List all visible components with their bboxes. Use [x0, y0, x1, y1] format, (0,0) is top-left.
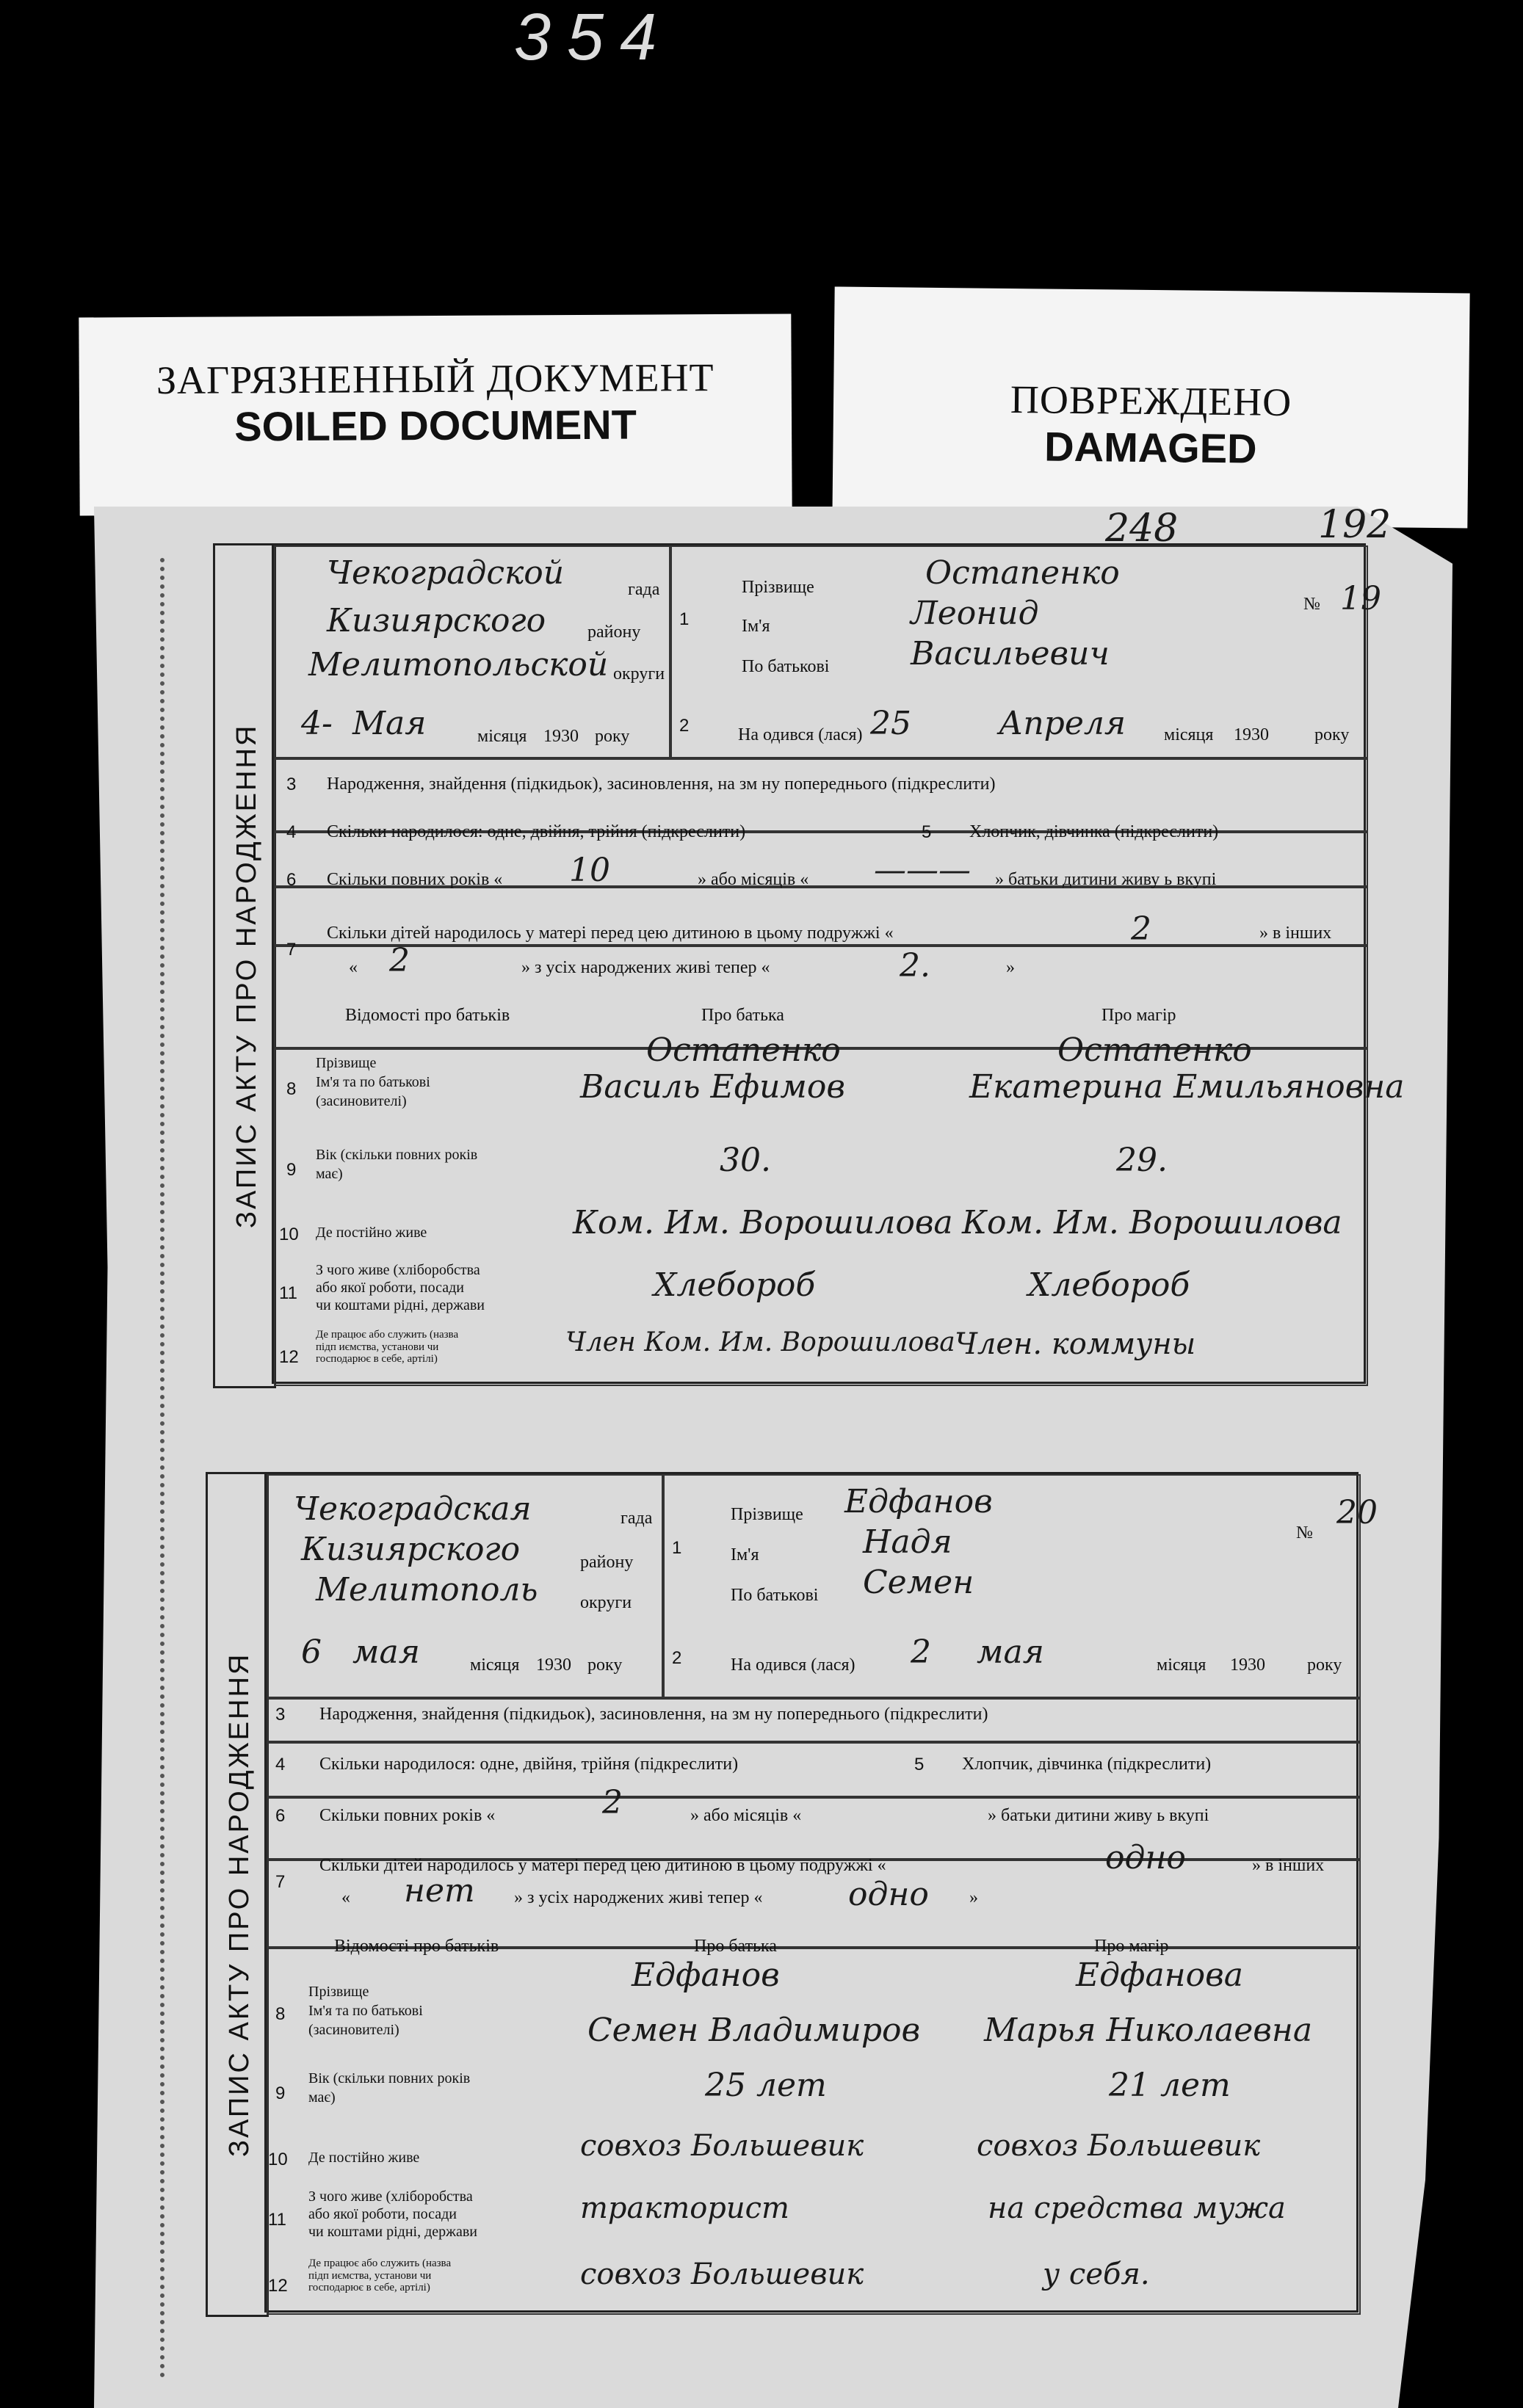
- rayon-suffix: району: [587, 623, 641, 642]
- mother-name: Марья Николаевна: [984, 2012, 1313, 2049]
- mother-work: у себя.: [1043, 2258, 1150, 2291]
- row-num-8: 8: [286, 1079, 297, 1099]
- record-side-title: ЗАПИС АКТУ ПРО НАРОДЖЕННЯ: [224, 1652, 255, 2157]
- soiled-label-en: SOILED DOCUMENT: [234, 401, 637, 450]
- selo-value: Чекоградской: [327, 554, 565, 592]
- row-num-7: 7: [286, 940, 297, 960]
- row-num-8: 8: [275, 2004, 286, 2024]
- name-label: Ім'я: [742, 617, 770, 636]
- okrug-value: Мелитополь: [316, 1571, 538, 1609]
- archive-page-number: 354: [514, 1, 673, 74]
- row7-close-quote: »: [1006, 958, 1015, 977]
- mother-header: Про магір: [1094, 1937, 1169, 1956]
- row12-text: Де працює або служить (назва підп иємства, установи чи господарює в себе, артілі): [316, 1329, 459, 1365]
- row-num-3: 3: [286, 775, 297, 794]
- mother-work: Член. коммуны: [955, 1327, 1196, 1361]
- sheet-mark: 248: [1105, 507, 1179, 551]
- row-3: [274, 758, 1368, 832]
- row5-text: Хлопчик, дівчинка (підкреслити): [969, 822, 1219, 841]
- born-year: 1930: [1234, 725, 1269, 744]
- row9-text: Вік (скільки повних років має): [308, 2070, 471, 2106]
- row7b-text: » в інших: [1259, 924, 1332, 943]
- row-num-10: 10: [279, 1225, 299, 1244]
- row7-open-quote: «: [341, 1888, 350, 1907]
- row-num-12: 12: [268, 2276, 288, 2296]
- mother-age: 21 лет: [1109, 2067, 1231, 2104]
- row-num-10: 10: [268, 2150, 288, 2169]
- row6c-text: » батьки дитини живу ь вкупі: [995, 870, 1217, 889]
- alive-now: 2.: [900, 947, 930, 984]
- born-day: 25: [870, 705, 911, 742]
- row7a-text: Скільки дітей народилось у матері перед цею дитиною в цьому подружжі «: [319, 1856, 886, 1875]
- mother-residence: совхоз Большевик: [977, 2129, 1261, 2163]
- born-label: На одився (лася): [731, 1656, 855, 1675]
- row-num-6: 6: [275, 1806, 286, 1826]
- row-num-4: 4: [275, 1755, 286, 1774]
- father-residence: совхоз Большевик: [580, 2129, 864, 2163]
- damaged-document-label: [832, 286, 1469, 528]
- row6c-text: » батьки дитини живу ь вкупі: [988, 1806, 1209, 1825]
- years-together: 10: [569, 852, 610, 889]
- rayon-suffix: району: [580, 1553, 634, 1572]
- row7c-text: » з усіх народжених живі тепер «: [514, 1888, 763, 1907]
- father-living: Хлебороб: [654, 1266, 816, 1304]
- row4-text: Скільки народилося: одне, двійня, трійня (підкреслити): [319, 1755, 739, 1774]
- record-side-panel: [213, 543, 276, 1388]
- years-together: 2: [602, 1784, 623, 1821]
- row-num-5: 5: [914, 1755, 925, 1774]
- born-misyatsya: місяця: [1157, 1656, 1207, 1675]
- row4-text: Скільки народилося: одне, двійня, трійня (підкреслити): [327, 822, 746, 841]
- row-num-2: 2: [672, 1648, 682, 1668]
- reg-year: 1930: [543, 727, 579, 746]
- row-num-11: 11: [279, 1283, 297, 1303]
- father-residence: Ком. Им. Ворошилова: [573, 1204, 953, 1241]
- row-num-12: 12: [279, 1347, 299, 1367]
- name-label: Ім'я: [731, 1545, 759, 1564]
- row11-text: З чого живе (хліборобства або якої роботи, посади чи коштами рідні, держави: [308, 2188, 477, 2240]
- selo-value: Чекоградская: [294, 1490, 532, 1528]
- row6a-text: Скільки повних років «: [327, 870, 503, 889]
- selo-suffix: гада: [621, 1509, 653, 1528]
- children-other: нет: [404, 1872, 475, 1910]
- reg-month: Мая: [352, 705, 427, 742]
- damaged-label-en: DAMAGED: [1043, 423, 1257, 472]
- child-surname: Едфанов: [844, 1483, 993, 1520]
- soiled-label-ru: ЗАГРЯЗНЕННЫЙ ДОКУМЕНТ: [156, 355, 715, 402]
- record-number: 19: [1340, 580, 1381, 617]
- mother-surname: Едфанова: [1076, 1956, 1243, 1994]
- row12-text: Де працює або служить (назва підп иємства, установи чи господарює в себе, артілі): [308, 2258, 452, 2293]
- year-mark: 192: [1318, 503, 1392, 547]
- born-month: мая: [977, 1633, 1044, 1671]
- children-before: одно: [1105, 1839, 1186, 1876]
- record-side-panel: [206, 1472, 269, 2317]
- mother-name: Екатерина Емильяновна: [969, 1068, 1405, 1106]
- born-roku: року: [1314, 725, 1350, 744]
- row-num-1: 1: [672, 1538, 682, 1558]
- row-num-1: 1: [679, 609, 690, 629]
- row-num-11: 11: [268, 2210, 286, 2230]
- reg-roku: року: [595, 727, 630, 746]
- born-month: Апреля: [999, 705, 1126, 742]
- row10-text: Де постійно живе: [316, 1225, 427, 1241]
- row7-close-quote: »: [969, 1888, 978, 1907]
- parents-header: Відомості про батьків: [334, 1937, 499, 1956]
- father-header: Про батька: [694, 1937, 777, 1956]
- row-num-6: 6: [286, 870, 297, 890]
- father-name: Василь Ефимов: [580, 1068, 845, 1106]
- row-num-7: 7: [275, 1872, 286, 1892]
- row3-text: Народження, знайдення (підкидьок), засиновлення, на зм ну попереднього (підкреслити): [327, 775, 996, 794]
- row7b-text: » в інших: [1252, 1856, 1325, 1875]
- mother-age: 29.: [1116, 1142, 1168, 1179]
- father-work: совхоз Большевик: [580, 2258, 864, 2291]
- row8-text: Прізвище Ім'я та по батькові (засиновителі): [316, 1055, 430, 1109]
- record-side-title: ЗАПИС АКТУ ПРО НАРОДЖЕННЯ: [231, 723, 262, 1228]
- surname-label: Прізвище: [742, 578, 814, 597]
- mother-residence: Ком. Им. Ворошилова: [962, 1204, 1342, 1241]
- okrug-suffix: округи: [613, 664, 665, 683]
- row8-text: Прізвище Ім'я та по батькові (засиновителі): [308, 1984, 423, 2038]
- perforation-line: [160, 558, 172, 2379]
- surname-label: Прізвище: [731, 1505, 803, 1524]
- reg-month: мая: [352, 1633, 420, 1671]
- father-surname: Едфанов: [632, 1956, 780, 1994]
- father-work: Член Ком. Им. Ворошилова: [565, 1327, 955, 1357]
- row-num-5: 5: [922, 822, 932, 842]
- born-label: На одився (лася): [738, 725, 863, 744]
- row6b-text: » або місяців «: [690, 1806, 802, 1825]
- row-num-4: 4: [286, 822, 297, 842]
- row-num-2: 2: [679, 716, 690, 736]
- father-living: тракторист: [580, 2191, 789, 2225]
- born-roku: року: [1307, 1656, 1342, 1675]
- reg-year: 1930: [536, 1656, 571, 1675]
- father-surname: Остапенко: [646, 1031, 841, 1069]
- reg-roku: року: [587, 1656, 623, 1675]
- row5-text: Хлопчик, дівчинка (підкреслити): [962, 1755, 1212, 1774]
- damaged-label-ru: ПОВРЕЖДЕНО: [1010, 377, 1292, 425]
- child-patronymic: Васильевич: [911, 635, 1110, 672]
- children-before: 2: [1131, 910, 1151, 948]
- reg-day: 4-: [301, 705, 333, 742]
- row3-text: Народження, знайдення (підкидьок), засиновлення, на зм ну попереднього (підкреслити): [319, 1705, 988, 1724]
- okrug-value: Мелитопольской: [308, 646, 609, 683]
- mother-living: на средства мужа: [988, 2191, 1286, 2225]
- alive-now: одно: [848, 1876, 929, 1913]
- row11-text: З чого живе (хліборобства або якої роботи, посади чи коштами рідні, держави: [316, 1262, 485, 1313]
- row6a-text: Скільки повних років «: [319, 1806, 496, 1825]
- soiled-document-label: [79, 313, 792, 515]
- patronymic-label: По батькові: [731, 1586, 819, 1605]
- row6b-text: » або місяців «: [698, 870, 809, 889]
- row7a-text: Скільки дітей народилось у матері перед цею дитиною в цьому подружжі «: [327, 924, 894, 943]
- row7c-text: » з усіх народжених живі тепер «: [521, 958, 770, 977]
- reg-misyatsya: місяця: [470, 1656, 520, 1675]
- row9-text: Вік (скільки повних років має): [316, 1147, 478, 1182]
- child-name: Надя: [863, 1523, 952, 1561]
- father-age: 25 лет: [705, 2067, 827, 2104]
- row-num-9: 9: [286, 1160, 297, 1180]
- mother-header: Про магір: [1101, 1006, 1176, 1025]
- children-other: 2: [389, 942, 410, 979]
- reg-day: 6: [301, 1633, 322, 1671]
- row-num-9: 9: [275, 2084, 286, 2103]
- child-patronymic: Семен: [863, 1564, 974, 1601]
- rayon-value: Кизиярского: [301, 1531, 521, 1568]
- born-day: 2: [911, 1633, 931, 1671]
- born-year: 1930: [1230, 1656, 1265, 1675]
- reg-misyatsya: місяця: [477, 727, 527, 746]
- mother-living: Хлебороб: [1028, 1266, 1190, 1304]
- row-num-3: 3: [275, 1705, 286, 1725]
- selo-suffix: гада: [628, 580, 660, 599]
- number-sign: №: [1296, 1523, 1313, 1542]
- record-number: 20: [1336, 1494, 1378, 1531]
- father-name: Семен Владимиров: [587, 2012, 921, 2049]
- father-age: 30.: [720, 1142, 771, 1179]
- born-misyatsya: місяця: [1164, 725, 1214, 744]
- mother-surname: Остапенко: [1057, 1031, 1252, 1069]
- child-name: Леонид: [911, 595, 1039, 632]
- row10-text: Де постійно живе: [308, 2150, 420, 2166]
- father-header: Про батька: [701, 1006, 784, 1025]
- patronymic-label: По батькові: [742, 657, 830, 676]
- okrug-suffix: округи: [580, 1593, 632, 1612]
- rayon-value: Кизиярского: [327, 602, 546, 639]
- months-together: ———: [874, 852, 971, 889]
- row7-open-quote: «: [349, 958, 358, 977]
- parents-header: Відомості про батьків: [345, 1006, 510, 1025]
- number-sign: №: [1303, 595, 1320, 614]
- child-surname: Остапенко: [925, 554, 1120, 592]
